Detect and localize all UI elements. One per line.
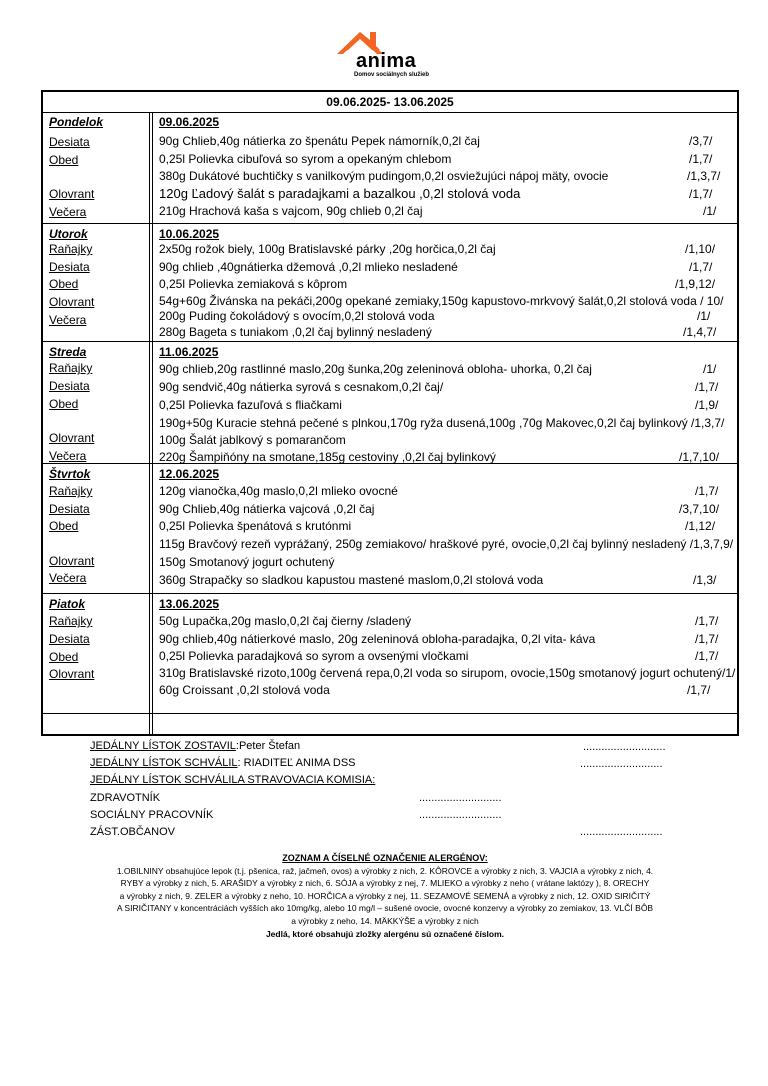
meal-label: Večera — [49, 449, 87, 463]
signature-line: ........................... — [580, 758, 663, 770]
meal-label: Olovrant — [49, 187, 95, 201]
menu-item: 50g Lupačka,20g maslo,0,2l čaj čierny /sladený — [159, 614, 412, 628]
meal-label: Olovrant — [49, 295, 95, 309]
menu-item: 115g Bravčový rezeň vyprážaný, 250g zemiakovo/ hraškové pyré, ovocie,0,2l čaj bylinný nesladený /1,3,7,9/ — [159, 537, 734, 551]
brand-name: anima — [356, 50, 417, 72]
meal-label: Obed — [49, 650, 79, 664]
day-date: 10.06.2025 — [159, 227, 220, 241]
allergen-code: /1,7/ — [695, 614, 719, 628]
menu-item: 200g Puding čokoládový s ovocím,0,2l stolová voda — [159, 309, 435, 323]
meal-label: Desiata — [49, 135, 90, 149]
menu-item: 90g chlieb ,40gnátierka džemová ,0,2l mlieko nesladené — [159, 260, 458, 274]
allergen-line: RYBY a výrobky z nich, 5. ARAŠIDY a výrobky z nich, 6. SÓJA a výrobky z nej, 7. MLIEKO a výrobky z neho ( vrátane laktózy ), 8. ORECHY — [120, 878, 650, 889]
allergen-code: /1,3,7/ — [687, 169, 721, 183]
allergen-title: ZOZNAM A ČÍSELNÉ OZNAČENIE ALERGÉNOV: — [282, 853, 488, 863]
menu-item: 150g Smotanový jogurt ochutený — [159, 555, 335, 569]
brand-subtitle: Domov sociálnych služieb — [354, 72, 430, 78]
day-date: 09.06.2025 — [159, 115, 220, 129]
meal-label: Večera — [49, 571, 87, 585]
day-name: Štvrtok — [49, 467, 91, 481]
allergen-code: /3,7/ — [689, 134, 713, 148]
allergen-note: Jedlá, ktoré obsahujú zložky alergénu sú označené číslom. — [265, 928, 505, 939]
menu-item: 210g Hrachová kaša s vajcom, 90g chlieb 0,2l čaj — [159, 204, 423, 218]
allergen-code: /1,9,12/ — [675, 277, 716, 291]
meal-label: Obed — [49, 277, 79, 291]
menu-item: 220g Šampiňóny na smotane,185g cestoviny ,0,2l čaj bylinkový — [159, 450, 496, 464]
compiled-by-row — [90, 740, 300, 752]
meal-label: Olovrant — [49, 431, 95, 445]
day-block-streda — [43, 342, 737, 464]
menu-item: 310g Bratislavské rizoto,100g červená repa,0,2l voda so sirupom, ovocie,150g smotanový jogurt ochutený/1/ — [159, 666, 736, 680]
menu-item: 0,25l Polievka cibuľová so syrom a opekaným chlebom — [159, 152, 452, 166]
compiled-name: :Peter Štefan — [235, 740, 301, 752]
allergen-line: a výrobky z nich, 9. ZELER a výrobky z neho, 10. HORČICA a výrobky z nej, 11. SEZAMOVÉ SEMENÁ a výrobky z nich, 12. OXID SIRIČITÝ — [119, 890, 651, 901]
citizens-rep-label: ZÁST.OBČANOV — [90, 826, 175, 838]
allergen-code: /1,7,10/ — [679, 450, 720, 464]
day-date: 12.06.2025 — [159, 467, 220, 481]
day-block-utorok — [43, 224, 737, 342]
meal-label: Desiata — [49, 379, 90, 393]
menu-item: 360g Strapačky so sladkou kapustou mastené maslom,0,2l stolová voda — [159, 573, 544, 587]
menu-item: 0,25l Polievka fazuľová s fliačkami — [159, 398, 342, 412]
meal-label: Olovrant — [49, 667, 95, 681]
menu-item: 90g Chlieb,40g nátierka vajcová ,0,2l čaj — [159, 502, 375, 516]
menu-item: 0,25l Polievka špenátová s krutónmi — [159, 519, 352, 533]
menu-item: 0,25l Polievka zemiaková s kôprom — [159, 277, 348, 291]
allergen-code: /1,7/ — [695, 484, 719, 498]
allergen-code: /1,7/ — [689, 187, 713, 201]
allergen-legend — [82, 852, 688, 940]
menu-item: 90g Chlieb,40g nátierka zo špenátu Pepek námorník,0,2l čaj — [159, 134, 480, 148]
allergen-code: /1/ — [703, 204, 717, 218]
allergen-code: /1/ — [697, 309, 711, 323]
compiled-label: JEDÁLNY LÍSTOK ZOSTAVIL — [90, 740, 236, 752]
meal-label: Obed — [49, 153, 79, 167]
day-name: Piatok — [49, 597, 86, 611]
meal-label: Obed — [49, 397, 79, 411]
social-worker-label: SOCIÁLNY PRACOVNÍK — [90, 809, 214, 821]
meal-label: Olovrant — [49, 554, 95, 568]
allergen-code: /1,7/ — [689, 260, 713, 274]
allergen-line: 1.OBILNINY obsahujúce lepok (t.j. pšenica, raž, jačmeň, ovos) a výrobky z nich, 2. KÔROVCE a výrobky z nich, 3. VAJCIA a výrobky z nich, 4. — [116, 865, 654, 876]
menu-item: 90g sendvič,40g nátierka syrová s cesnakom,0,2l čaj/ — [159, 380, 444, 394]
day-name: Utorok — [49, 227, 88, 241]
menu-item: 280g Bageta s tuniakom ,0,2l čaj bylinný nesladený — [159, 325, 432, 339]
allergen-code: /1,7/ — [689, 152, 713, 166]
health-worker-label: ZDRAVOTNÍK — [90, 792, 161, 804]
allergen-code: /1,9/ — [695, 398, 719, 412]
signature-line: ........................... — [580, 826, 663, 838]
signature-line: ........................... — [419, 792, 502, 804]
allergen-code: /1,7/ — [695, 649, 719, 663]
allergen-code: /1,7/ — [695, 380, 719, 394]
menu-item: 380g Dukátové buchtičky s vanilkovým pudingom,0,2l osviežujúci nápoj mäty, ovocie — [159, 169, 609, 183]
commission-label: JEDÁLNY LÍSTOK SCHVÁLILA STRAVOVACIA KOMISIA: — [90, 774, 376, 786]
day-date: 11.06.2025 — [159, 345, 219, 359]
menu-item: 90g chlieb,40g nátierkové maslo, 20g zeleninová obloha-paradajka, 0,2l vita- káva — [159, 632, 596, 646]
meal-label: Obed — [49, 519, 79, 533]
meal-label: Raňajky — [49, 484, 93, 498]
menu-item: 2x50g rožok biely, 100g Bratislavské párky ,20g horčica,0,2l čaj — [159, 242, 496, 256]
meal-label: Desiata — [49, 260, 90, 274]
meal-label: Desiata — [49, 502, 90, 516]
allergen-code: /1,4,7/ — [683, 325, 717, 339]
allergen-code: /3,7,10/ — [679, 502, 720, 516]
day-block-stvrtok — [43, 464, 737, 594]
meal-label: Večera — [49, 205, 87, 219]
meal-label: Raňajky — [49, 242, 93, 256]
day-date: 13.06.2025 — [159, 597, 220, 611]
allergen-code: /1,7/ — [695, 632, 719, 646]
signature-line: ........................... — [583, 741, 666, 753]
allergen-line: a výrobky z neho, 14. MÄKKÝŠE a výrobky z nich — [291, 915, 479, 926]
allergen-code: /1,7/ — [687, 683, 711, 697]
approved-by-row — [90, 757, 356, 769]
menu-item: 60g Croissant ,0,2l stolová voda — [159, 683, 330, 697]
weekly-menu-table — [41, 90, 739, 736]
meal-label: Raňajky — [49, 361, 93, 375]
allergen-code: /1,12/ — [685, 519, 716, 533]
meal-label: Večera — [49, 313, 87, 327]
menu-item: 0,25l Polievka paradajková so syrom a ovsenými vločkami — [159, 649, 469, 663]
menu-item: 54g+60g Živánska na pekáči,200g opekané zemiaky,150g kapustovo-mrkvový šalát,0,2l stolová voda / 10/ — [159, 294, 724, 308]
day-name: Pondelok — [49, 115, 104, 129]
menu-item: 190g+50g Kuracie stehná pečené s plnkou,170g ryža dusená,100g ,70g Makovec,0,2l čaj bylinkový /1,3,7/ — [159, 416, 725, 430]
allergen-line: A SIRIČITANY v koncentráciách vyšších ako 10mg/kg, alebo 10 mg/l – sušené ovocie, ovocné konzervy a výrobky zo zemiakov, 13. VLČÍ BÔB — [116, 903, 654, 914]
day-block-pondelok — [43, 112, 737, 224]
approved-name: : RIADITEĽ ANIMA DSS — [237, 757, 356, 769]
allergen-code: /1/ — [703, 362, 717, 376]
menu-item: 100g Šalát jablkový s pomarančom — [159, 433, 346, 447]
day-name: Streda — [49, 345, 87, 359]
meal-label: Raňajky — [49, 614, 93, 628]
signature-line: ........................... — [419, 809, 502, 821]
anima-logo — [334, 26, 434, 82]
approved-label: JEDÁLNY LÍSTOK SCHVÁLIL — [90, 757, 238, 769]
week-range: 09.06.2025- 13.06.2025 — [43, 92, 737, 113]
menu-item: 90g chlieb,20g rastlinné maslo,20g šunka,20g zeleninová obloha- uhorka, 0,2l čaj — [159, 362, 592, 376]
day-block-piatok — [43, 594, 737, 714]
menu-item: 120g vianočka,40g maslo,0,2l mlieko ovocné — [159, 484, 398, 498]
menu-item: 120g Ľadový šalát s paradajkami a bazalkou ,0,2l stolová voda — [159, 186, 521, 201]
allergen-code: /1,10/ — [685, 242, 716, 256]
allergen-code: /1,3/ — [693, 573, 717, 587]
meal-label: Desiata — [49, 632, 90, 646]
